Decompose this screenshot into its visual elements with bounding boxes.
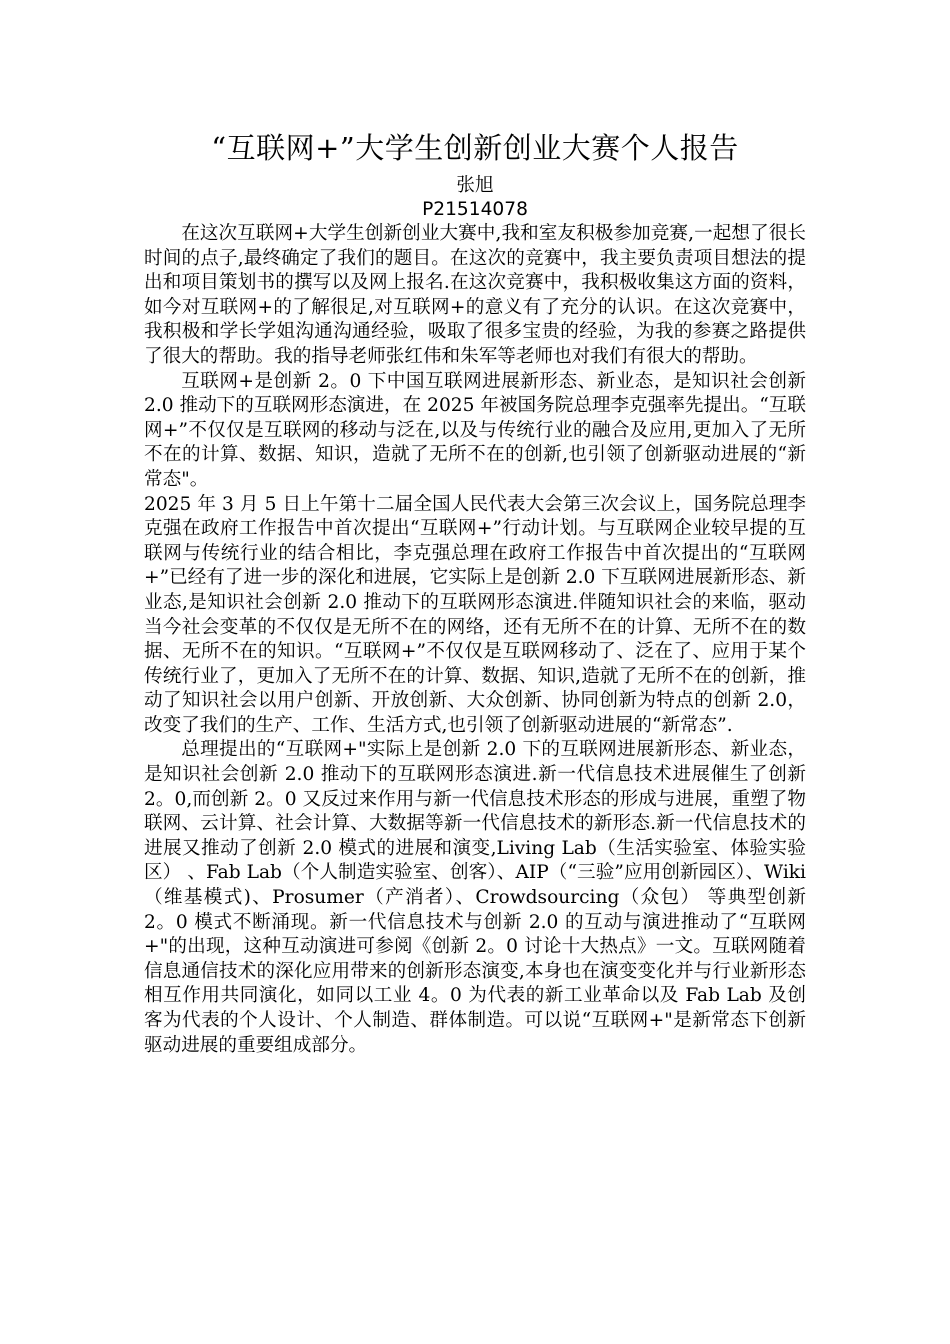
paragraph-internet-plus-definition: 互联网+是创新 2。0 下中国互联网进展新形态、新业态，是知识社会创新 2.0 推动下的互联网形态演进，在 2025 年被国务院总理李克强率先提出。“互联网+”不仅仅是互联网的移动与泛在,以及与传统行业的融合及应用,更加入了无所不在的计算、数据、知识，造就了无所不在的创新,也引领了创新驱动进展的“新常态"。	[144, 370, 806, 490]
paragraph-government-report: 2025 年 3 月 5 日上午第十二届全国人民代表大会第三次会议上，国务院总理李克强在政府工作报告中首次提出“互联网+”行动计划。与互联网企业较早提的互联网与传统行业的结合相比，李克强总理在政府工作报告中首次提出的“互联网+”已经有了进一步的深化和进展，它实际上是创新 2.0 下互联网进展新形态、新业态,是知识社会创新 2.0 推动下的互联网形态演进.伴随知识社会的来临，驱动当今社会变革的不仅仅是无所不在的网络，还有无所不在的计算、无所不在的数据、无所不在的知识。“互联网+”不仅仅是互联网移动了、泛在了、应用于某个传统行业了，更加入了无所不在的计算、数据、知识,造就了无所不在的创新，推动了知识社会以用户创新、开放创新、大众创新、协同创新为特点的创新 2.0，改变了我们的生产、工作、生活方式,也引领了创新驱动进展的“新常态”.	[144, 493, 806, 736]
paragraph-innovation-2-0: 总理提出的“互联网+"实际上是创新 2.0 下的互联网进展新形态、新业态，是知识社会创新 2.0 推动下的互联网形态演进.新一代信息技术进展催生了创新 2。0,而创新 2。0 又反过来作用与新一代信息技术形态的形成与进展，重塑了物联网、云计算、社会计算、大数据等新一代信息技术的新形态.新一代信息技术的进展又推动了创新 2.0 模式的进展和演变,Living Lab（生活实验室、体验实验区） 、Fab Lab（个人制造实验室、创客）、AIP（“三验”应用创新园区）、Wiki（维基模式)、Prosumer（产消者）、Crowdsourcing（众包） 等典型创新 2。0 模式不断涌现。新一代信息技术与创新 2.0 的互动与演进推动了“互联网+"的出现，这种互动演进可参阅《创新 2。0 讨论十大热点》一文。互联网随着信息通信技术的深化应用带来的创新形态演变,本身也在演变变化并与行业新形态相互作用共同演化，如同以工业 4。0 为代表的新工业革命以及 Fab Lab 及创客为代表的个人设计、个人制造、群体制造。可以说“互联网+"是新常态下创新驱动进展的重要组成部分。	[144, 739, 806, 1056]
student-id: P21514078	[422, 199, 528, 220]
author-name: 张旭	[456, 175, 494, 196]
paragraph-intro: 在这次互联网+大学生创新创业大赛中,我和室友积极参加竞赛,一起想了很长时间的点子,最终确定了我们的题目。在这次的竞赛中，我主要负责项目想法的提出和项目策划书的撰写以及网上报名.在这次竞赛中，我积极收集这方面的资料，如今对互联网+的了解很足,对互联网+的意义有了充分的认识。在这次竞赛中，我积极和学长学姐沟通沟通经验，吸取了很多宝贵的经验，为我的参赛之路提供了很大的帮助。我的指导老师张红伟和朱军等老师也对我们有很大的帮助。	[144, 223, 806, 367]
document-title: “互联网+”大学生创新创业大赛个人报告	[211, 131, 739, 165]
document-body	[144, 128, 806, 1058]
